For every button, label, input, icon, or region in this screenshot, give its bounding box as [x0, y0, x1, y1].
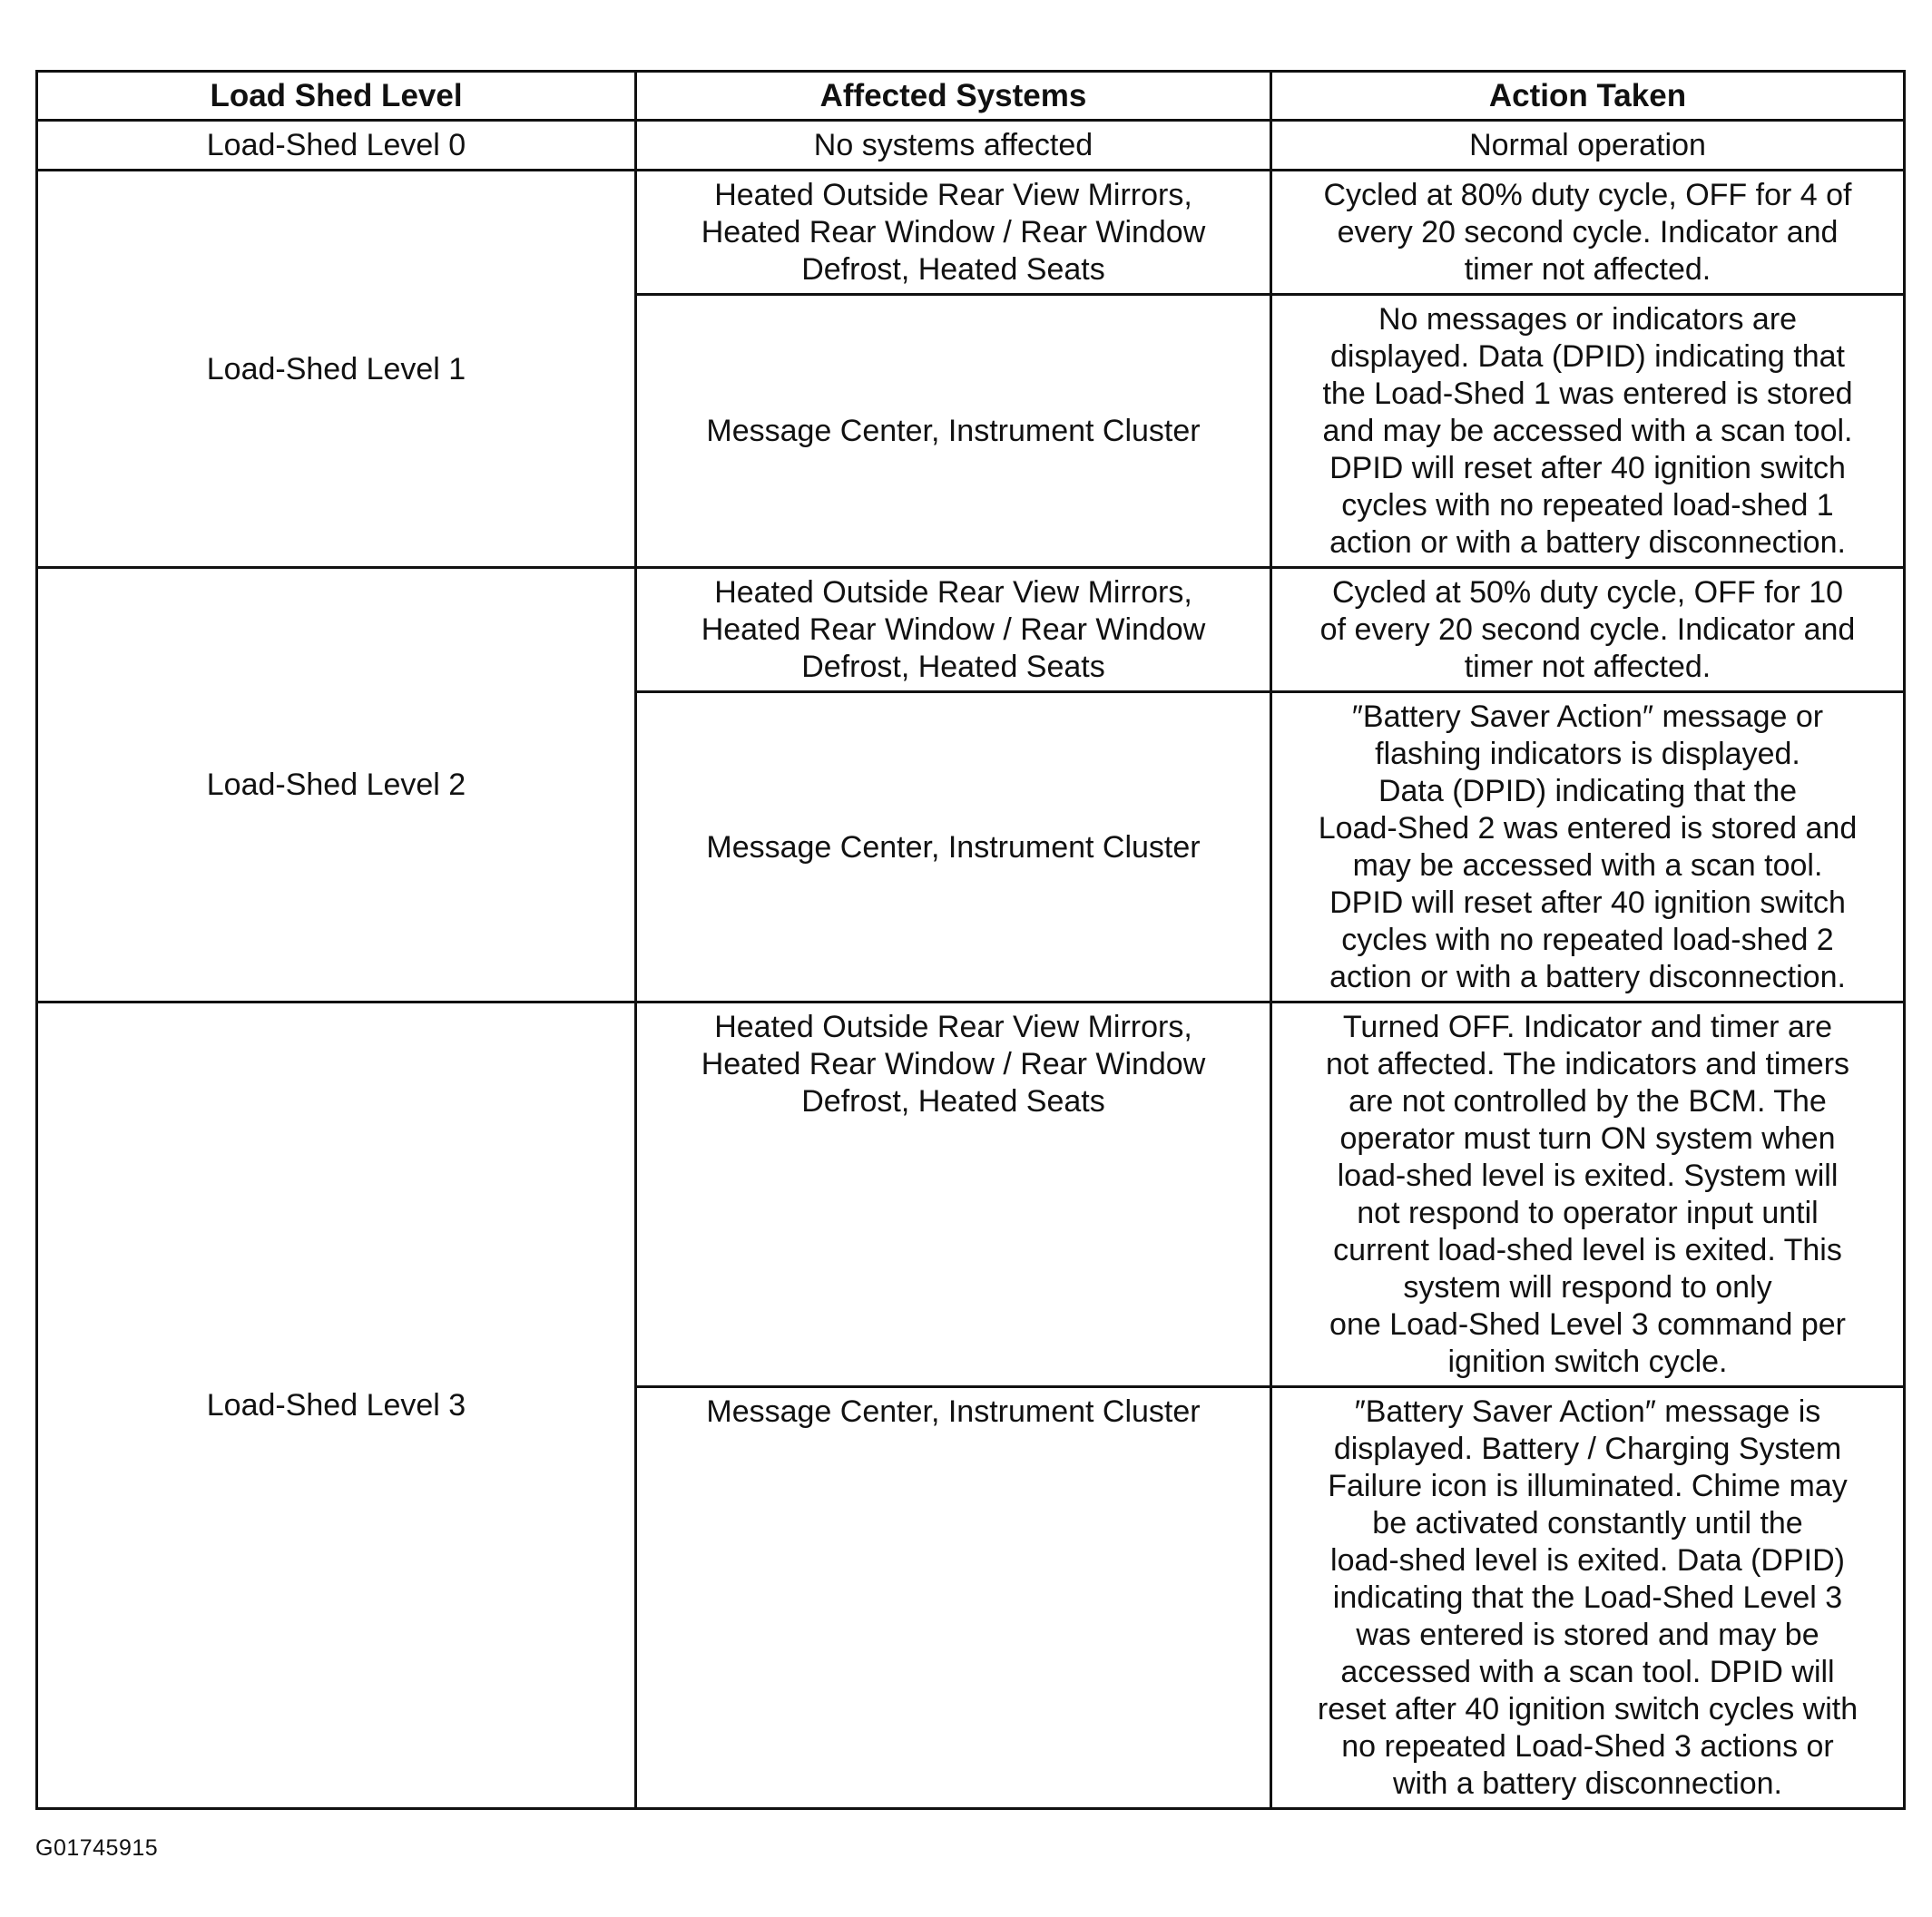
table-row-level-1-heaters	[37, 171, 1905, 295]
header-action-taken: Action Taken	[1271, 72, 1905, 121]
level-3-label: Load-Shed Level 3	[37, 1003, 636, 1809]
level-1-cluster-system: Message Center, Instrument Cluster	[636, 295, 1271, 568]
load-shed-table-container	[35, 70, 1903, 1810]
level-2-heaters-system: Heated Outside Rear View Mirrors, Heated Rear Window / Rear Window Defrost, Heated Seats	[636, 568, 1271, 692]
level-0-system: No systems affected	[636, 121, 1271, 171]
load-shed-table	[35, 70, 1906, 1810]
level-2-cluster-system: Message Center, Instrument Cluster	[636, 692, 1271, 1003]
table-row-level-3-heaters	[37, 1003, 1905, 1387]
figure-id-label: G01745915	[35, 1835, 159, 1861]
level-1-label: Load-Shed Level 1	[37, 171, 636, 568]
level-0-action: Normal operation	[1271, 121, 1905, 171]
level-1-heaters-action: Cycled at 80% duty cycle, OFF for 4 of every 20 second cycle. Indicator and timer not affected.	[1271, 171, 1905, 295]
level-1-heaters-system: Heated Outside Rear View Mirrors, Heated Rear Window / Rear Window Defrost, Heated Seats	[636, 171, 1271, 295]
level-3-cluster-system: Message Center, Instrument Cluster	[636, 1387, 1271, 1809]
level-2-label: Load-Shed Level 2	[37, 568, 636, 1003]
level-2-heaters-action: Cycled at 50% duty cycle, OFF for 10 of every 20 second cycle. Indicator and timer not affected.	[1271, 568, 1905, 692]
level-0-label: Load-Shed Level 0	[37, 121, 636, 171]
level-3-heaters-system: Heated Outside Rear View Mirrors, Heated Rear Window / Rear Window Defrost, Heated Seats	[636, 1003, 1271, 1387]
level-1-cluster-action: No messages or indicators are displayed. Data (DPID) indicating that the Load-Shed 1 was entered is stored and may be accessed with a scan tool. DPID will reset after 40 ignition switch cycles with no repeated load-shed 1 action or with a battery disconnection.	[1271, 295, 1905, 568]
level-2-cluster-action: ″Battery Saver Action″ message or flashing indicators is displayed. Data (DPID) indicating that the Load-Shed 2 was entered is stored and may be accessed with a scan tool. DPID will reset after 40 ignition switch cycles with no repeated load-shed 2 action or with a battery disconnection.	[1271, 692, 1905, 1003]
table-row-level-0	[37, 121, 1905, 171]
table-row-level-2-heaters	[37, 568, 1905, 692]
header-affected-systems: Affected Systems	[636, 72, 1271, 121]
header-load-shed-level: Load Shed Level	[37, 72, 636, 121]
table-header-row	[37, 72, 1905, 121]
level-3-heaters-action: Turned OFF. Indicator and timer are not affected. The indicators and timers are not controlled by the BCM. The operator must turn ON system when load-shed level is exited. System will not respond to operator input until current load-shed level is exited. This system will respond to only one Load-Shed Level 3 command per ignition switch cycle.	[1271, 1003, 1905, 1387]
level-3-cluster-action: ″Battery Saver Action″ message is displayed. Battery / Charging System Failure icon is illuminated. Chime may be activated constantly until the load-shed level is exited. Data (DPID) indicating that the Load-Shed Level 3 was entered is stored and may be accessed with a scan tool. DPID will reset after 40 ignition switch cycles with no repeated Load-Shed 3 actions or with a battery disconnection.	[1271, 1387, 1905, 1809]
